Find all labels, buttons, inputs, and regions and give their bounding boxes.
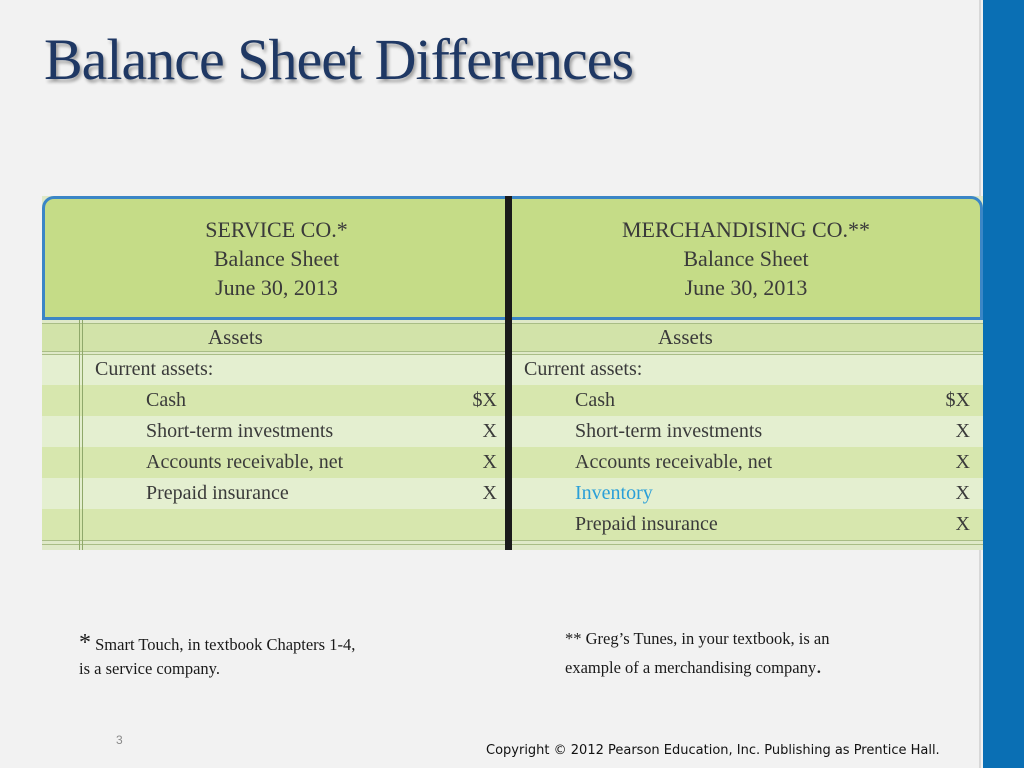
service-item-value: X (482, 482, 497, 504)
merch-item-value: X (955, 420, 970, 442)
service-item-label: Short-term investments (146, 420, 334, 442)
service-footnote (79, 630, 355, 682)
merch-item-label: Short-term investments (575, 420, 763, 442)
merch-company-name: MERCHANDISING CO.** (621, 216, 871, 242)
footnote-star: * (79, 630, 91, 656)
gutter-line (82, 320, 83, 550)
gutter-line (79, 320, 80, 550)
slide-number: 3 (116, 733, 123, 747)
row-rule (42, 540, 983, 541)
service-item-value: X (482, 420, 497, 442)
merch-item-label: Accounts receivable, net (575, 451, 773, 473)
merch-item-value: X (955, 482, 970, 504)
service-assets-heading: Assets (208, 325, 263, 349)
row-rule (42, 544, 983, 545)
merch-header (512, 196, 983, 320)
merch-item-label: Cash (575, 389, 615, 411)
balance-sheet-figure (42, 196, 983, 550)
merch-footnote (565, 625, 829, 681)
table-row (42, 509, 983, 540)
accent-side-bar (983, 0, 1024, 768)
merch-item-label-highlight: Inventory (575, 482, 653, 504)
merch-date: June 30, 2013 (684, 274, 808, 300)
merch-statement-name: Balance Sheet (683, 245, 809, 271)
service-header (42, 196, 508, 320)
row-rule (42, 354, 983, 355)
service-footnote-line1: Smart Touch, in textbook Chapters 1-4, (95, 635, 356, 654)
merch-current-assets-label: Current assets: (524, 358, 643, 380)
copyright-notice: Copyright © 2012 Pearson Education, Inc. Publishing as Prentice Hall. (486, 743, 940, 758)
service-item-label: Cash (146, 389, 186, 411)
table-row (42, 323, 983, 351)
row-rule (42, 351, 983, 352)
service-item-label: Accounts receivable, net (146, 451, 344, 473)
service-item-value: X (482, 451, 497, 473)
service-footnote-line2: is a service company. (79, 659, 220, 678)
merch-assets-heading: Assets (658, 325, 713, 349)
merch-item-value: $X (945, 389, 970, 411)
service-item-label: Prepaid insurance (146, 482, 289, 504)
service-statement-name: Balance Sheet (213, 245, 340, 271)
merch-item-value: X (955, 513, 970, 535)
merch-footnote-line2: example of a merchandising company (565, 658, 817, 677)
service-date: June 30, 2013 (215, 274, 338, 300)
merch-item-label: Prepaid insurance (575, 513, 718, 535)
slide-title: Balance Sheet Differences (44, 27, 634, 92)
merch-footnote-line1: ** Greg’s Tunes, in your textbook, is an (565, 629, 830, 648)
merch-footnote-period: . (816, 653, 822, 678)
merch-item-value: X (955, 451, 970, 473)
row-rule (42, 323, 983, 324)
service-current-assets-label: Current assets: (95, 358, 214, 380)
service-company-name: SERVICE CO.* (205, 216, 348, 242)
column-divider (505, 196, 512, 550)
service-item-value: $X (472, 389, 497, 411)
